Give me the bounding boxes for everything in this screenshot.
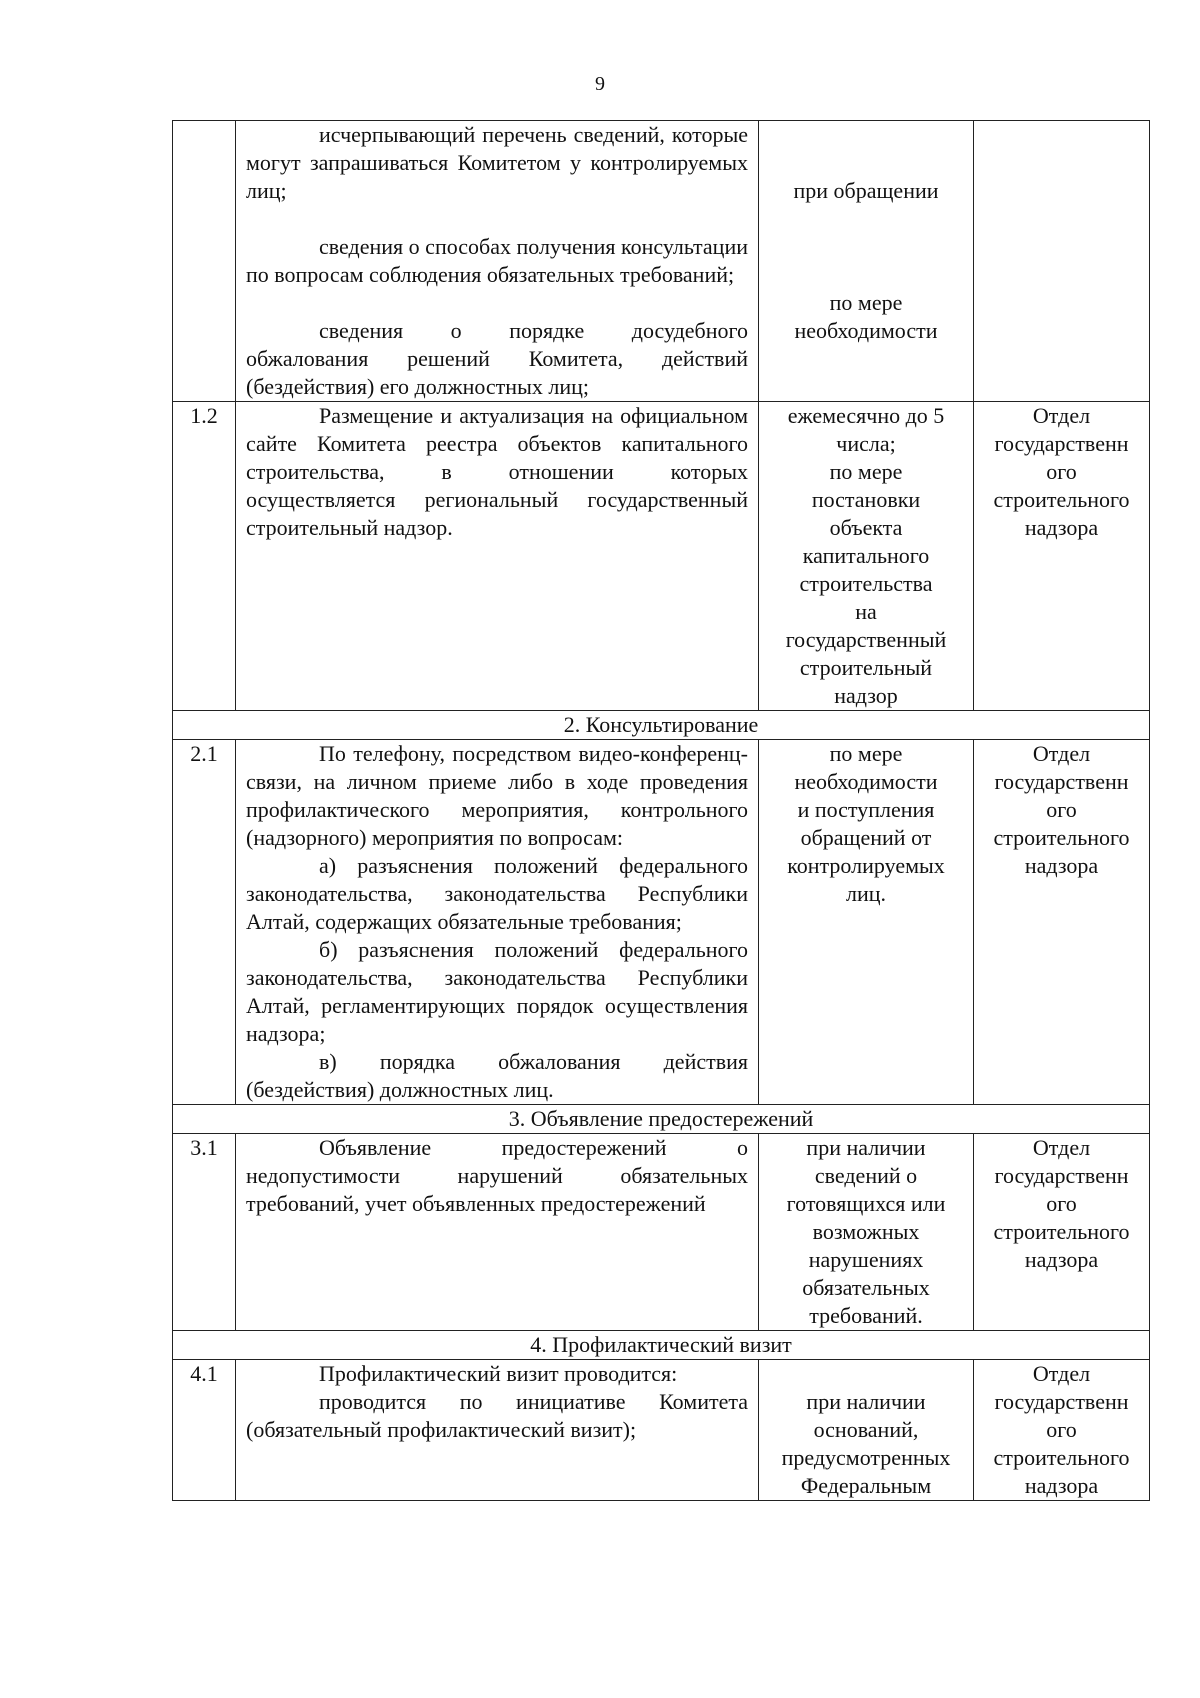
section-heading-row: [173, 1105, 1150, 1134]
frequency-line: нарушениях: [808, 1247, 924, 1272]
table-row: [173, 402, 1150, 711]
row-number-cell: 3.1: [173, 1134, 236, 1331]
description-paragraph: а) разъяснения положений федерального законодательства, законодательства Республики Алтай, содержащих обязательные требования;: [246, 853, 748, 934]
frequency-line: при обращении: [793, 178, 939, 203]
responsible-cell: [974, 740, 1150, 1105]
description-cell: [236, 740, 759, 1105]
description-paragraph: проводится по инициативе Комитета (обязательный профилактический визит);: [246, 1389, 748, 1442]
frequency-cell: [759, 740, 974, 1105]
responsible-line: государственн: [994, 1163, 1129, 1188]
frequency-line: при наличии: [806, 1389, 926, 1414]
responsible-line: строительного: [993, 487, 1130, 512]
frequency-line: обязательных: [802, 1275, 930, 1300]
frequency-line: контролируемых: [787, 853, 945, 878]
description-paragraph: сведения о порядке досудебного обжалования решений Комитета, действий (бездействия) его должностных лиц;: [246, 318, 748, 399]
responsible-line: государственн: [994, 431, 1129, 456]
section-heading-row: [173, 711, 1150, 740]
frequency-cell: [759, 121, 974, 402]
frequency-line: предусмотренных: [781, 1445, 951, 1470]
responsible-line: ого: [1046, 797, 1077, 822]
frequency-line: и поступления: [797, 797, 935, 822]
responsible-line: государственн: [994, 1389, 1129, 1414]
responsible-line: надзора: [1024, 515, 1099, 540]
frequency-line: сведений о: [814, 1163, 918, 1188]
description-cell: [236, 1360, 759, 1501]
section-heading: 3. Объявление предостережений: [173, 1105, 1150, 1134]
frequency-line: постановки: [811, 487, 921, 512]
row-number-cell: [173, 121, 236, 402]
frequency-line: строительный: [799, 655, 933, 680]
responsible-line: Отдел: [1032, 1361, 1091, 1386]
responsible-line: строительного: [993, 1445, 1130, 1470]
description-paragraph: б) разъяснения положений федерального законодательства, законодательства Республики Алтай, регламентирующих порядок осуществления надзора;: [246, 937, 748, 1046]
responsible-line: ого: [1046, 459, 1077, 484]
frequency-line: обращений от: [800, 825, 932, 850]
table-row: [173, 1360, 1150, 1501]
row-number-cell: 2.1: [173, 740, 236, 1105]
frequency-line: Федеральным: [800, 1473, 932, 1498]
frequency-line: необходимости: [794, 318, 938, 343]
description-paragraph: сведения о способах получения консультации по вопросам соблюдения обязательных требований;: [246, 234, 748, 287]
frequency-line: требований.: [809, 1303, 923, 1328]
page-number: 9: [595, 73, 605, 95]
prevention-plan-table: [172, 120, 1150, 1501]
table-row: [173, 1134, 1150, 1331]
frequency-line: числа;: [836, 431, 896, 456]
frequency-line: на: [855, 599, 877, 624]
section-heading: 4. Профилактический визит: [173, 1331, 1150, 1360]
frequency-line: оснований,: [813, 1417, 919, 1442]
frequency-line: государственный: [785, 627, 947, 652]
responsible-line: надзора: [1024, 853, 1099, 878]
frequency-line: при наличии: [806, 1135, 926, 1160]
frequency-line: по мере: [829, 290, 903, 315]
responsible-line: ого: [1046, 1417, 1077, 1442]
frequency-line: капитального: [802, 543, 930, 568]
responsible-line: Отдел: [1032, 403, 1091, 428]
responsible-line: надзора: [1024, 1473, 1099, 1498]
section-heading-row: [173, 1331, 1150, 1360]
responsible-line: государственн: [994, 769, 1129, 794]
frequency-line: строительства: [799, 571, 933, 596]
responsible-line: Отдел: [1032, 741, 1091, 766]
frequency-line: объекта: [829, 515, 903, 540]
description-paragraph: Размещение и актуализация на официальном сайте Комитета реестра объектов капитального строительства, в отношении которых осуществляется региональный государственный строительный надзор.: [246, 403, 748, 540]
section-heading: 2. Консультирование: [173, 711, 1150, 740]
frequency-cell: [759, 1134, 974, 1331]
frequency-cell: [759, 1360, 974, 1501]
description-cell: [236, 1134, 759, 1331]
frequency-line: по мере: [829, 741, 903, 766]
frequency-cell: [759, 402, 974, 711]
description-paragraph: исчерпывающий перечень сведений, которые могут запрашиваться Комитетом у контролируемых лиц;: [246, 122, 748, 203]
responsible-line: надзора: [1024, 1247, 1099, 1272]
frequency-line: ежемесячно до 5: [787, 403, 945, 428]
description-paragraph: Профилактический визит проводится:: [319, 1361, 678, 1386]
frequency-line: готовящихся или: [786, 1191, 946, 1216]
description-paragraph: Объявление предостережений о недопустимости нарушений обязательных требований, учет объявленных предостережений: [246, 1135, 748, 1216]
frequency-line: лиц.: [845, 881, 887, 906]
responsible-cell: [974, 1134, 1150, 1331]
row-number-cell: 4.1: [173, 1360, 236, 1501]
responsible-line: строительного: [993, 1219, 1130, 1244]
row-number-cell: 1.2: [173, 402, 236, 711]
description-cell: [236, 402, 759, 711]
responsible-cell: [974, 121, 1150, 402]
responsible-cell: [974, 402, 1150, 711]
table-row: [173, 740, 1150, 1105]
frequency-line: необходимости: [794, 769, 938, 794]
responsible-line: Отдел: [1032, 1135, 1091, 1160]
responsible-line: ого: [1046, 1191, 1077, 1216]
description-paragraph: в) порядка обжалования действия (бездействия) должностных лиц.: [246, 1049, 748, 1102]
description-cell: [236, 121, 759, 402]
description-paragraph: По телефону, посредством видео-конференц-связи, на личном приеме либо в ходе проведения профилактического мероприятия, контрольного (надзорного) мероприятия по вопросам:: [246, 741, 748, 850]
responsible-line: строительного: [993, 825, 1130, 850]
table-row: [173, 121, 1150, 402]
frequency-line: по мере: [829, 459, 903, 484]
frequency-line: возможных: [812, 1219, 920, 1244]
responsible-cell: [974, 1360, 1150, 1501]
frequency-line: надзор: [834, 683, 898, 708]
